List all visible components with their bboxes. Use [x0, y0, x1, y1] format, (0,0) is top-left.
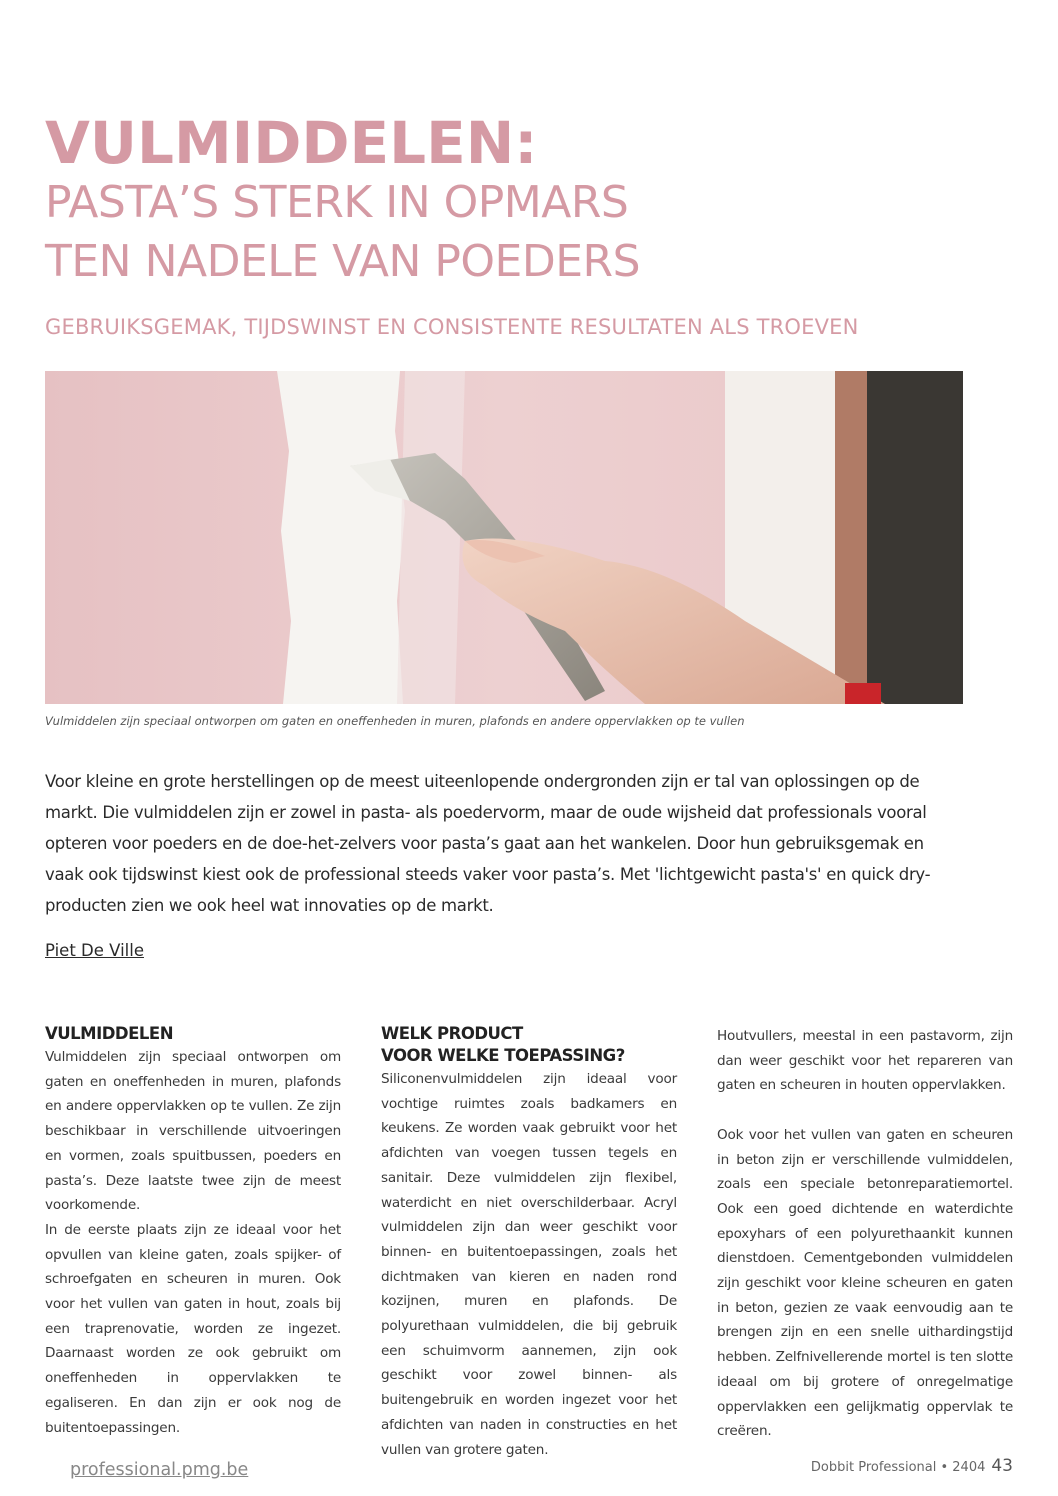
footer-page-info	[811, 1456, 1013, 1476]
filler-strip	[277, 371, 405, 704]
article-title-line-2: TEN NADELE VAN POEDERS	[45, 236, 641, 287]
page-number: 43	[991, 1456, 1013, 1476]
wood-frame	[835, 371, 867, 704]
column-2-heading-line-2: VOOR WELKE TOEPASSING?	[381, 1046, 625, 1065]
column-1-paragraph-2: In de eerste plaats zijn ze ideaal voor het opvullen van kleine gaten, zoals spijker- of schroefgaten en scheuren in muren. Ook voor het vullen van gaten in hout, zoals bij een traprenovatie, worden ze ingezet. Daarnaast worden ze ook gebruikt om oneffenheden in oppervlakken te egaliseren. En dan zijn er ook nog de buitentoepassingen.	[45, 1221, 341, 1436]
author-link[interactable]: Piet De Ville	[45, 941, 144, 960]
wall-filler-illustration	[45, 371, 963, 704]
column-2-paragraph-1: Siliconenvulmiddelen zijn ideaal voor vochtige ruimtes zoals badkamers en keukens. Ze worden vaak gebruikt voor het afdichten van voegen tussen tegels en sanitair. Deze vulmiddelen zijn flexibel, waterdicht en niet overschilderbaar. Acryl vulmiddelen zijn dan weer geschikt voor binnen- en buitentoepassingen, zoals het dichtmaken van kieren en naden rond kozijnen, muren en plafonds. De polyurethaan vulmiddelen, die bij gebruik een schuimvorm aannemen, zijn ook geschikt voor zowel binnen- als buitengebruik en worden ingezet voor het afdichten van naden in constructies en het vullen van grotere gaten.	[381, 1071, 677, 1458]
column-2	[381, 1023, 677, 1462]
article-photo	[45, 371, 963, 704]
column-3-paragraph-2: Ook voor het vullen van gaten en scheuren in beton zijn er verschillende vulmiddelen, zoals een speciale betonreparatiemortel. Ook een goed dichtende en waterdichte epoxyhars of een polyurethaankit kunnen dienstdoen. Cementgebonden vulmiddelen zijn geschikt voor kleine scheuren en gaten in beton, gezien ze vaak eenvoudig aan te brengen zijn en een snelle uithardingstijd hebben. Zelfnivellerende mortel is ten slotte ideaal om bij grotere of onregelmatige oppervlakken een gelijkmatig oppervlak te creëren.	[717, 1126, 1013, 1440]
column-1-heading: VULMIDDELEN	[45, 1024, 173, 1043]
column-1-paragraph-1: Vulmiddelen zijn speciaal ontworpen om gaten en oneffenheden in muren, plafonds en andere oppervlakken op te vullen. Ze zijn beschikbaar in verschillende uitvoeringen en vormen, zoals spuitbussen, poeders en pasta’s. Deze laatste twee zijn de meest voorkomende.	[45, 1049, 341, 1214]
article-subtitle: GEBRUIKSGEMAK, TIJDSWINST EN CONSISTENTE RESULTATEN ALS TROEVEN	[45, 315, 859, 339]
column-3	[717, 1024, 1013, 1444]
column-3-paragraph-1: Houtvullers, meestal in een pastavorm, zijn dan weer geschikt voor het repareren van gaten en scheuren in houten oppervlakken.	[717, 1028, 1013, 1094]
footer-magazine-issue: Dobbit Professional • 2404	[810, 1460, 986, 1475]
red-sleeve	[845, 683, 881, 704]
column-2-heading-line-1: WELK PRODUCT	[381, 1024, 523, 1043]
column-1	[45, 1023, 341, 1440]
dark-door	[867, 371, 963, 704]
intro-paragraph: Voor kleine en grote herstellingen op de meest uiteenlopende ondergronden zijn er tal van oplossingen op de markt. Die vulmiddelen zijn er zowel in pasta- als poedervorm, maar de oude wijsheid dat professionals vooral opteren voor poeders en de doe-het-zelvers voor pasta’s gaat aan het wankelen. Door hun gebruiksgemak en vaak ook tijdswinst kiest ook de professional steeds vaker voor pasta’s. Met 'lichtgewicht pasta's' en quick dry-producten zien we ook heel wat innovaties op de markt.	[45, 772, 931, 915]
article-title-line-1: PASTA’S STERK IN OPMARS	[45, 177, 629, 228]
photo-caption: Vulmiddelen zijn speciaal ontworpen om gaten en oneffenheden in muren, plafonds en andere oppervlakken op te vullen	[45, 714, 745, 728]
article-title: VULMIDDELEN:	[45, 109, 538, 177]
footer-website-link[interactable]: professional.pmg.be	[70, 1460, 249, 1480]
